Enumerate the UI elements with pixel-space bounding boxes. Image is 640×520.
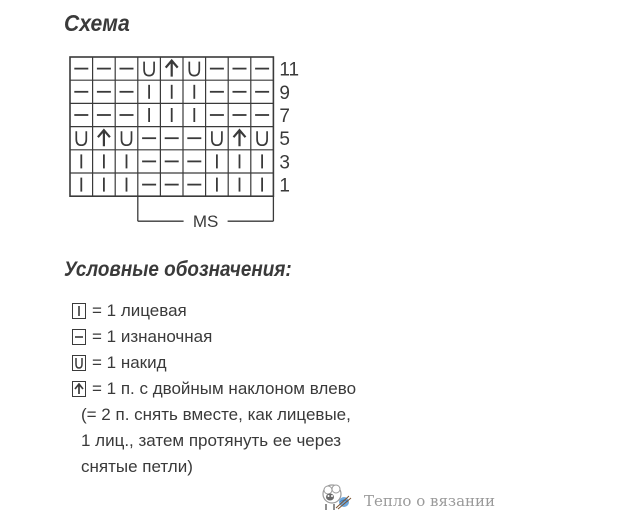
- watermark-text: Тепло о вязании: [364, 492, 496, 510]
- legend-note-line: снятые петли): [81, 457, 193, 476]
- legend-item-knit: [72, 298, 356, 324]
- yarn-over-symbol: [144, 62, 154, 76]
- row-number-label: 5: [279, 129, 290, 151]
- knit-symbol-icon: [72, 303, 86, 319]
- legend-note-line: 1 лиц., затем протянуть ее через: [81, 431, 342, 450]
- legend: [72, 298, 356, 480]
- legend-item-text: = 1 изнаночная: [92, 327, 213, 346]
- legend-item-yarn-over: [72, 350, 356, 376]
- yarn-over-symbol: [212, 131, 222, 145]
- knitting-chart: [0, 0, 640, 240]
- double-decrease-symbol: [234, 130, 246, 146]
- row-number-label: 1: [279, 175, 290, 197]
- page-title: Схема: [64, 10, 130, 36]
- legend-item-text: = 1 п. с двойным наклоном влево: [92, 379, 357, 398]
- double-decrease-symbol: [98, 130, 110, 146]
- yarn-over-symbol: [257, 131, 267, 145]
- purl-symbol-icon: [72, 329, 86, 345]
- double-decrease-symbol-icon: [72, 381, 86, 397]
- legend-item-purl: [72, 324, 356, 350]
- double-decrease-symbol: [166, 61, 178, 77]
- yarn-over-symbol: [122, 131, 132, 145]
- legend-item-text: = 1 лицевая: [92, 301, 187, 320]
- row-number-label: 11: [279, 59, 300, 81]
- row-number-label: 3: [279, 152, 290, 174]
- row-number-label: 9: [279, 82, 290, 104]
- row-number-label: 7: [279, 106, 290, 127]
- repeat-label: MS: [192, 212, 219, 232]
- legend-title: Условные обозначения:: [64, 258, 292, 281]
- yarn-over-symbol: [76, 131, 86, 145]
- yarn-over-symbol-icon: [72, 355, 86, 371]
- yarn-over-symbol: [189, 62, 199, 76]
- watermark: [316, 478, 495, 518]
- legend-item-double-decrease: [72, 376, 356, 402]
- sheep-logo-icon: [316, 478, 356, 518]
- legend-item-text: = 1 накид: [92, 353, 167, 372]
- legend-note-line: (= 2 п. снять вместе, как лицевые,: [81, 405, 351, 424]
